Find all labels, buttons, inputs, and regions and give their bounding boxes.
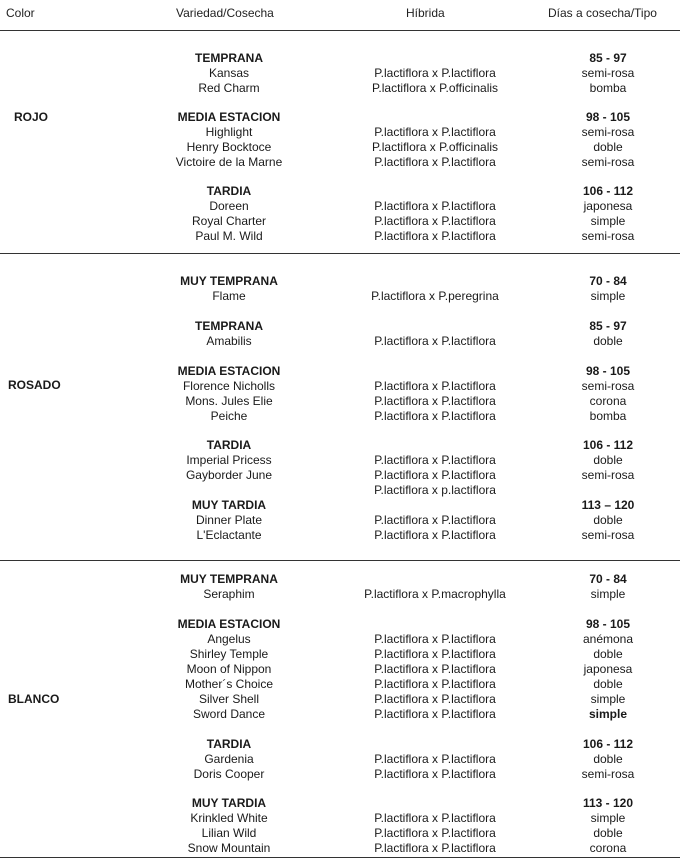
flower-type: simple <box>590 811 626 825</box>
variety-name: Paul M. Wild <box>195 229 263 243</box>
variety-name: Mons. Jules Elie <box>185 394 273 408</box>
variety-name: Angelus <box>207 632 251 646</box>
table-row <box>0 707 680 722</box>
hybrid-cross: P.lactiflora x P.lactiflora <box>374 662 496 676</box>
hybrid-cross: P.lactiflora x P.lactiflora <box>374 692 496 706</box>
variety-name: L'Eclactante <box>196 528 262 542</box>
harvest-period-label: TEMPRANA <box>195 51 263 65</box>
hybrid-cross: P.lactiflora x P.lactiflora <box>374 647 496 661</box>
hybrid-cross: P.lactiflora x P.officinalis <box>371 140 499 154</box>
variety-name: Shirley Temple <box>189 647 269 661</box>
hybrid-cross: P.lactiflora x P.lactiflora <box>374 125 496 139</box>
hybrid-cross: P.lactiflora x P.peregrina <box>371 289 499 303</box>
table-row <box>0 453 680 468</box>
table-row <box>0 811 680 826</box>
hybrid-cross: P.lactiflora x P.lactiflora <box>374 841 496 855</box>
harvest-period-row <box>0 319 680 334</box>
flower-type: doble <box>593 647 623 661</box>
table-row <box>0 647 680 662</box>
hybrid-cross: P.lactiflora x p.lactiflora <box>374 483 496 497</box>
harvest-period-label: MEDIA ESTACION <box>177 364 281 378</box>
flower-type: semi-rosa <box>581 155 635 169</box>
days-range: 98 - 105 <box>585 617 631 631</box>
harvest-period-row <box>0 51 680 66</box>
header-hibrida: Híbrida <box>406 6 445 20</box>
variety-name: Amabilis <box>206 334 252 348</box>
harvest-period-label: MEDIA ESTACION <box>177 110 281 124</box>
days-range: 98 - 105 <box>585 110 631 124</box>
flower-type: doble <box>593 334 623 348</box>
hybrid-cross: P.lactiflora x P.lactiflora <box>374 199 496 213</box>
flower-type: doble <box>593 513 623 527</box>
hybrid-cross: P.lactiflora x P.lactiflora <box>374 468 496 482</box>
hybrid-cross: P.lactiflora x P.lactiflora <box>374 767 496 781</box>
header-variedad: Variedad/Cosecha <box>176 6 274 20</box>
harvest-period-label: MEDIA ESTACION <box>177 617 281 631</box>
hybrid-cross: P.lactiflora x P.lactiflora <box>374 334 496 348</box>
flower-type: corona <box>589 841 627 855</box>
table-row <box>0 66 680 81</box>
table-bottom-rule <box>0 857 680 858</box>
days-range: 70 - 84 <box>589 274 627 288</box>
header-dias: Días a cosecha/Tipo <box>548 6 657 20</box>
variety-name: Silver Shell <box>198 692 260 706</box>
table-row <box>0 632 680 647</box>
table-row <box>0 379 680 394</box>
flower-type: semi-rosa <box>581 468 635 482</box>
days-range: 106 - 112 <box>582 184 634 198</box>
table-row <box>0 289 680 304</box>
variety-name: Royal Charter <box>191 214 267 228</box>
harvest-period-label: TARDIA <box>206 737 252 751</box>
variety-name: Gayborder June <box>185 468 273 482</box>
harvest-period-label: TEMPRANA <box>195 319 263 333</box>
variety-name: Doreen <box>209 199 249 213</box>
flower-type: doble <box>593 140 623 154</box>
flower-type: bomba <box>589 81 627 95</box>
table-row <box>0 394 680 409</box>
color-group-rosado: ROSADO <box>8 378 61 392</box>
group-divider-rosado <box>0 560 680 561</box>
hybrid-cross: P.lactiflora x P.lactiflora <box>374 229 496 243</box>
hybrid-cross: P.lactiflora x P.lactiflora <box>374 528 496 542</box>
variety-name: Snow Mountain <box>187 841 271 855</box>
hybrid-cross: P.lactiflora x P.lactiflora <box>374 155 496 169</box>
hybrid-cross: P.lactiflora x P.lactiflora <box>374 66 496 80</box>
variety-name: Seraphim <box>203 587 255 601</box>
harvest-period-row <box>0 274 680 289</box>
flower-type: simple <box>590 214 626 228</box>
header-color: Color <box>6 6 35 20</box>
flower-type: simple <box>590 587 626 601</box>
table-row <box>0 214 680 229</box>
hybrid-cross: P.lactiflora x P.lactiflora <box>374 752 496 766</box>
table-row <box>0 513 680 528</box>
hybrid-cross: P.lactiflora x P.lactiflora <box>374 632 496 646</box>
header-divider <box>0 30 680 31</box>
table-row <box>0 752 680 767</box>
variety-name: Kansas <box>208 66 250 80</box>
table-row <box>0 587 680 602</box>
table-row <box>0 841 680 856</box>
table-row <box>0 483 680 498</box>
flower-type: simple <box>590 289 626 303</box>
variety-name: Henry Bocktoce <box>186 140 272 154</box>
table-row <box>0 826 680 841</box>
hybrid-cross: P.lactiflora x P.lactiflora <box>374 409 496 423</box>
flower-type: doble <box>593 752 623 766</box>
hybrid-cross: P.lactiflora x P.officinalis <box>371 81 499 95</box>
hybrid-cross: P.lactiflora x P.lactiflora <box>374 811 496 825</box>
flower-type: japonesa <box>583 662 633 676</box>
table-row <box>0 140 680 155</box>
harvest-period-row <box>0 498 680 513</box>
harvest-period-row <box>0 796 680 811</box>
table-row <box>0 155 680 170</box>
hybrid-cross: P.lactiflora x P.lactiflora <box>374 707 496 721</box>
harvest-period-row <box>0 617 680 632</box>
harvest-period-label: MUY TARDIA <box>191 498 267 512</box>
table-row <box>0 81 680 96</box>
flower-type: semi-rosa <box>581 767 635 781</box>
table-row <box>0 692 680 707</box>
days-range: 106 - 112 <box>582 438 634 452</box>
harvest-period-label: TARDIA <box>206 438 252 452</box>
variety-name: Doris Cooper <box>193 767 265 781</box>
variety-name: Mother´s Choice <box>184 677 274 691</box>
flower-type: anémona <box>582 632 634 646</box>
days-range: 106 - 112 <box>582 737 634 751</box>
hybrid-cross: P.lactiflora x P.lactiflora <box>374 394 496 408</box>
table-row <box>0 409 680 424</box>
variety-name: Highlight <box>205 125 253 139</box>
days-range: 70 - 84 <box>589 572 627 586</box>
variety-name: Gardenia <box>204 752 254 766</box>
variety-name: Peiche <box>210 409 248 423</box>
table-row <box>0 199 680 214</box>
color-group-rojo: ROJO <box>14 110 49 124</box>
harvest-period-row <box>0 184 680 199</box>
table-row <box>0 229 680 244</box>
variety-name: Flame <box>212 289 246 303</box>
hybrid-cross: P.lactiflora x P.lactiflora <box>374 513 496 527</box>
days-range: 98 - 105 <box>585 364 631 378</box>
table-row <box>0 767 680 782</box>
harvest-period-row <box>0 364 680 379</box>
days-range: 113 - 120 <box>582 796 634 810</box>
table-row <box>0 468 680 483</box>
harvest-period-row <box>0 572 680 587</box>
flower-type: semi-rosa <box>581 379 635 393</box>
variety-name: Florence Nicholls <box>182 379 276 393</box>
harvest-period-row <box>0 110 680 125</box>
variety-name: Lilian Wild <box>201 826 257 840</box>
flower-type: doble <box>593 453 623 467</box>
flower-type: simple <box>590 692 626 706</box>
variety-name: Imperial Pricess <box>186 453 272 467</box>
flower-type: corona <box>589 394 627 408</box>
flower-type: semi-rosa <box>581 528 635 542</box>
table-row <box>0 677 680 692</box>
harvest-period-label: MUY TEMPRANA <box>180 274 278 288</box>
hybrid-cross: P.lactiflora x P.lactiflora <box>374 677 496 691</box>
hybrid-cross: P.lactiflora x P.macrophylla <box>364 587 506 601</box>
harvest-period-row <box>0 438 680 453</box>
color-group-blanco: BLANCO <box>8 692 60 706</box>
flower-type: doble <box>593 826 623 840</box>
flower-type: simple <box>588 707 627 721</box>
flower-type: bomba <box>589 409 627 423</box>
hybrid-cross: P.lactiflora x P.lactiflora <box>374 826 496 840</box>
flower-type: semi-rosa <box>581 125 635 139</box>
days-range: 113 – 120 <box>581 498 635 512</box>
flower-type: japonesa <box>583 199 633 213</box>
variety-name: Dinner Plate <box>195 513 263 527</box>
variety-name: Krinkled White <box>190 811 268 825</box>
days-range: 85 - 97 <box>589 51 627 65</box>
flower-type: doble <box>593 677 623 691</box>
variety-name: Moon of Nippon <box>186 662 272 676</box>
harvest-period-label: MUY TEMPRANA <box>180 572 278 586</box>
table-row <box>0 334 680 349</box>
variety-name: Sword Dance <box>192 707 266 721</box>
variety-name: Victoire de la Marne <box>175 155 283 169</box>
hybrid-cross: P.lactiflora x P.lactiflora <box>374 379 496 393</box>
harvest-period-label: TARDIA <box>206 184 252 198</box>
hybrid-cross: P.lactiflora x P.lactiflora <box>374 453 496 467</box>
flower-type: semi-rosa <box>581 229 635 243</box>
group-divider-rojo <box>0 253 680 254</box>
harvest-period-row <box>0 737 680 752</box>
harvest-period-label: MUY TARDIA <box>191 796 267 810</box>
table-row <box>0 125 680 140</box>
table-row <box>0 528 680 543</box>
variety-name: Red Charm <box>198 81 260 95</box>
flower-type: semi-rosa <box>581 66 635 80</box>
table-row <box>0 662 680 677</box>
hybrid-cross: P.lactiflora x P.lactiflora <box>374 214 496 228</box>
days-range: 85 - 97 <box>589 319 627 333</box>
